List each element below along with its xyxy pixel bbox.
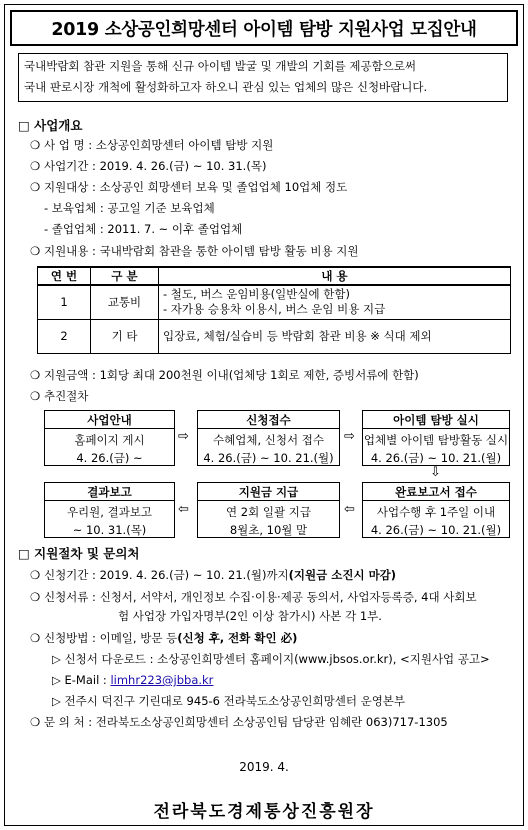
flow-box-line: 4. 26.(금) ~ 10. 21.(월): [370, 451, 502, 465]
application-method: [30, 630, 297, 647]
flow-box-line: 수혜업체, 신청서 접수: [213, 433, 324, 447]
section-heading-overview: □ 사업개요: [18, 118, 83, 133]
flow-box-line: 4. 26.(금) ~ 10. 21.(월): [203, 451, 334, 465]
arrow-right-icon: ⇨: [178, 429, 189, 444]
application-docs-continued: 험 사업장 가입자명부(2인 이상 참가시) 사본 각 1부.: [118, 609, 382, 623]
page-title: 2019 소상공인희망센터 아이템 탐방 지원사업 모집안내: [10, 10, 518, 46]
flow-box-title: 결과보고: [45, 483, 174, 501]
table-header-category: 구 분: [91, 267, 159, 285]
arrow-left-icon: ⇦: [178, 502, 189, 517]
support-table: [37, 266, 511, 354]
project-name: ❍ 사 업 명 : 소상공인희망센터 아이템 탐방 지원: [30, 138, 274, 152]
table-header-row: [38, 267, 511, 285]
incubating-companies: - 보육업체 : 공고일 기준 보육업체: [44, 201, 215, 215]
flow-box-payment: [197, 482, 340, 538]
flow-box-line: 4. 26.(금) ~: [76, 451, 143, 465]
table-row: [38, 285, 511, 319]
flow-box-line: 사업수행 후 1주일 이내: [376, 505, 496, 519]
support-amount: ❍ 지원금액 : 1회당 최대 200천원 이내(업체당 1회로 제한, 증빙서류에 한함): [30, 368, 419, 382]
flow-box-result-report: [44, 482, 175, 538]
intro-line-1: 국내박람회 참관 지원을 통해 신규 아이템 발굴 및 개발의 기회를 제공함으로써: [24, 59, 417, 73]
email-link[interactable]: limhr223@jbba.kr: [110, 673, 214, 687]
flow-box-line: 연 2회 일괄 지급: [226, 505, 311, 519]
office-address: ▷ 전주시 덕진구 기린대로 945-6 전라북도소상공인희망센터 운영본부: [52, 694, 406, 708]
content-line: - 자가용 승용차 이용시, 버스 운임 비용 지급: [163, 302, 386, 317]
project-period: ❍ 사업기간 : 2019. 4. 26.(금) ~ 10. 31.(목): [30, 159, 267, 173]
section-heading-procedure: □ 지원절차 및 문의처: [18, 546, 140, 561]
application-method-text: ❍ 신청방법 : 이메일, 방문 등: [30, 631, 178, 645]
table-row: [38, 319, 511, 353]
application-period: [30, 567, 396, 584]
flow-box-line: 홈페이지 게시: [74, 433, 145, 447]
form-download: ▷ 신청서 다운로드 : 소상공인희망센터 홈페이지(www.jbsos.or.kr), <지원사업 공고>: [52, 652, 490, 666]
intro-line-2: 국내 판로시장 개척에 활성화하고자 하오니 관심 있는 업체의 많은 신청바랍니다.: [24, 80, 428, 94]
support-target: ❍ 지원대상 : 소상공인 희망센터 보육 및 졸업업체 10업체 정도: [30, 180, 348, 194]
flow-box-line: 업체별 아이템 탐방활동 실시: [363, 433, 509, 447]
flow-box-line: 4. 26.(금) ~ 10. 21.(월): [370, 523, 502, 537]
arrow-down-icon: ⇩: [430, 465, 441, 480]
flow-box-line: ~ 10. 31.(목): [72, 523, 147, 537]
flow-box-title: 지원금 지급: [198, 483, 339, 501]
flow-box-title: 사업안내: [45, 411, 174, 429]
contact-info: ❍ 문 의 처 : 전라북도소상공인희망센터 소상공인팀 담당관 임혜란 063)717-1305: [30, 715, 448, 729]
flow-box-line: 8월초, 10월 말: [229, 523, 308, 537]
flow-box-title: 아이템 탐방 실시: [363, 411, 509, 429]
flow-box-item-visit: [362, 410, 510, 466]
arrow-right-icon: ⇨: [344, 429, 355, 444]
application-method-note: (신청 후, 전화 확인 必): [177, 631, 298, 645]
flow-box-application: [197, 410, 340, 466]
application-docs: ❍ 신청서류 : 신청서, 서약서, 개인정보 수집·이용·제공 동의서, 사업자등록증, 4대 사회보: [30, 590, 477, 604]
email-label: ▷ E-Mail :: [52, 673, 111, 687]
intro-box: [18, 53, 508, 102]
application-period-note: (지원금 소진시 마감): [288, 568, 397, 582]
procedure-heading: ❍ 추진절차: [30, 389, 89, 403]
graduated-companies: - 졸업업체 : 2011. 7. ~ 이후 졸업업체: [44, 222, 243, 236]
table-cell-category: 교통비: [91, 285, 159, 319]
email-line: [52, 672, 213, 689]
flow-box-guide: [44, 410, 175, 466]
table-cell-content: [159, 285, 511, 319]
application-period-text: ❍ 신청기간 : 2019. 4. 26.(금) ~ 10. 21.(월)까지: [30, 568, 289, 582]
table-cell-no: 2: [38, 319, 91, 353]
arrow-left-icon: ⇦: [344, 502, 355, 517]
flow-box-title: 신청접수: [198, 411, 339, 429]
support-content: ❍ 지원내용 : 국내박람회 참관을 통한 아이템 탐방 활동 비용 지원: [30, 244, 359, 258]
issuing-organization: 전라북도경제통상진흥원장: [153, 802, 375, 822]
table-cell-content: 입장료, 체험/실습비 등 박람회 참관 비용 ※ 식대 제외: [159, 319, 511, 353]
table-cell-no: 1: [38, 285, 91, 319]
flow-box-completion-report: [362, 482, 510, 538]
table-header-content: 내 용: [159, 267, 511, 285]
flow-box-title: 완료보고서 접수: [363, 483, 509, 501]
content-line: - 철도, 버스 운임비용(일반실에 한함): [163, 287, 350, 302]
table-cell-category: 기 타: [91, 319, 159, 353]
table-header-no: 연 번: [38, 267, 91, 285]
document-date: 2019. 4.: [239, 760, 289, 774]
flow-box-line: 우리원, 결과보고: [66, 505, 153, 519]
